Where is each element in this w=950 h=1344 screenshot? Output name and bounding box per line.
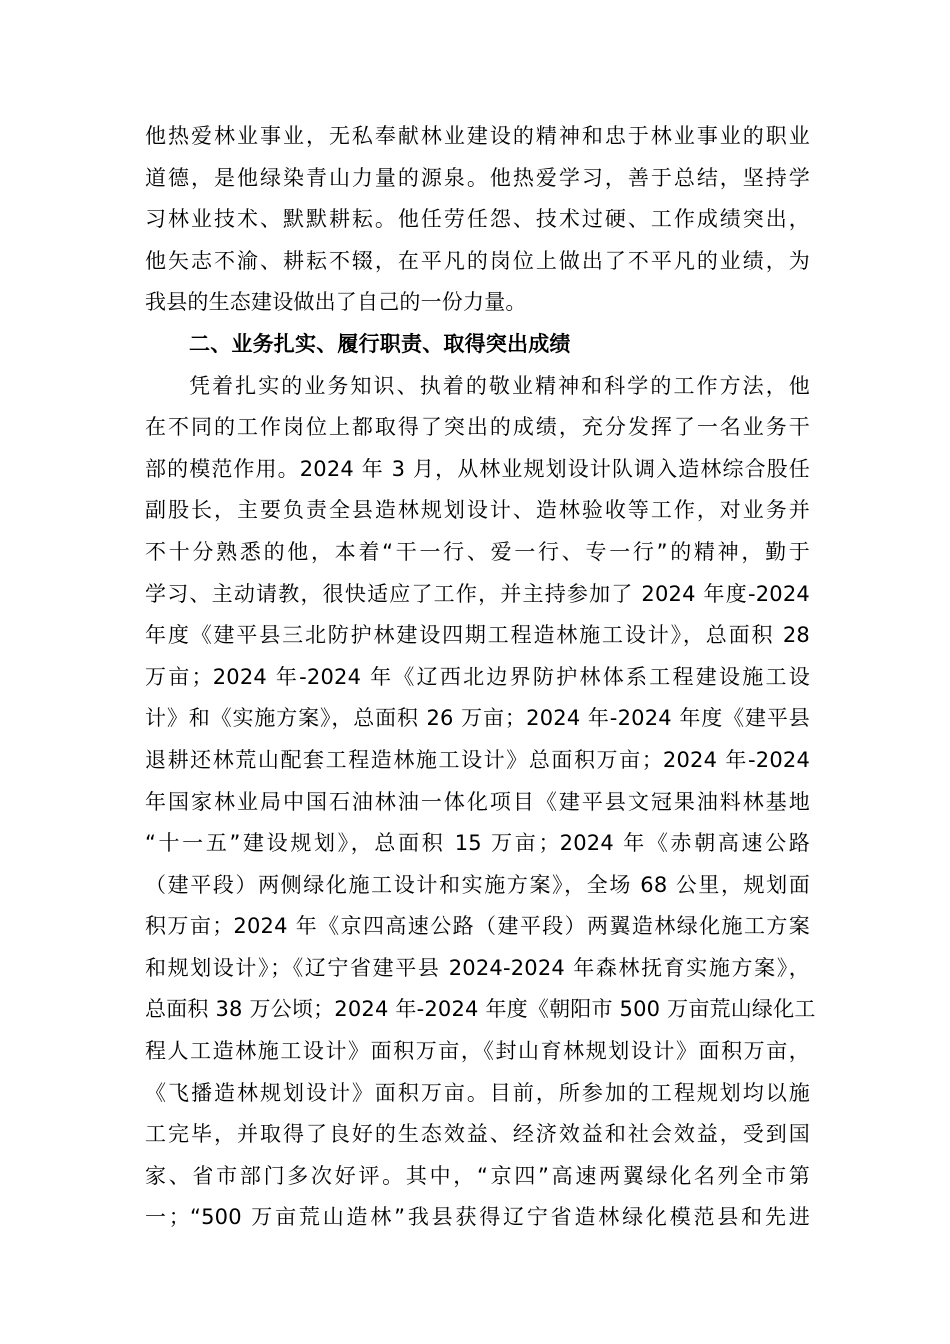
- paragraph-line: 万亩；2024 年-2024 年《辽西北边界防护林体系工程建设施工设: [145, 664, 810, 689]
- paragraph-line: 部的模范作用。2024 年 3 月，从林业规划设计队调入造林综合股任: [145, 456, 810, 481]
- section-heading: 二、业务扎实、履行职责、取得突出成绩: [189, 331, 571, 356]
- paragraph-line: 《飞播造林规划设计》面积万亩。目前，所参加的工程规划均以施: [145, 1080, 810, 1105]
- paragraph-line: 总面积 38 万公顷；2024 年-2024 年度《朝阳市 500 万亩荒山绿化工: [145, 997, 816, 1022]
- paragraph-line: 家、省市部门多次好评。其中，“京四”高速两翼绿化名列全市第: [145, 1163, 810, 1188]
- paragraph-line: 习林业技术、默默耕耘。他任劳任怨、技术过硬、工作成绩突出，: [145, 207, 810, 232]
- paragraph-line: 和规划设计》；《辽宁省建平县 2024-2024 年森林抚育实施方案》，: [145, 955, 810, 980]
- paragraph-line: （建平段）两侧绿化施工设计和实施方案》，全场 68 公里，规划面: [145, 872, 810, 897]
- paragraph-line: 在不同的工作岗位上都取得了突出的成绩，充分发挥了一名业务干: [145, 415, 810, 440]
- paragraph-line: 道德，是他绿染青山力量的源泉。他热爱学习，善于总结，坚持学: [145, 165, 810, 190]
- paragraph-line: 一；“500 万亩荒山造林”我县获得辽宁省造林绿化模范县和先进: [145, 1205, 810, 1230]
- paragraph-line: 程人工造林施工设计》面积万亩，《封山育林规划设计》面积万亩，: [145, 1039, 810, 1064]
- paragraph-line: “十一五”建设规划》，总面积 15 万亩；2024 年《赤朝高速公路: [145, 831, 810, 856]
- paragraph-line: 他热爱林业事业，无私奉献林业建设的精神和忠于林业事业的职业: [145, 124, 810, 148]
- paragraph-line: 他矢志不渝、耕耘不辍，在平凡的岗位上做出了不平凡的业绩，为: [145, 248, 810, 273]
- paragraph-line: 凭着扎实的业务知识、执着的敬业精神和科学的工作方法，他: [189, 373, 810, 398]
- paragraph-line: 年国家林业局中国石油林油一体化项目《建平县文冠果油料林基地: [145, 789, 810, 814]
- paragraph-line: 工完毕，并取得了良好的生态效益、经济效益和社会效益，受到国: [145, 1122, 810, 1147]
- paragraph-line: 退耕还林荒山配套工程造林施工设计》总面积万亩；2024 年-2024: [145, 747, 810, 772]
- paragraph-line: 积万亩；2024 年《京四高速公路（建平段）两翼造林绿化施工方案: [145, 914, 810, 939]
- paragraph-line: 我县的生态建设做出了自己的一份力量。: [145, 290, 527, 315]
- paragraph-line: 计》和《实施方案》，总面积 26 万亩；2024 年-2024 年度《建平县: [145, 706, 810, 731]
- document-page: [145, 116, 816, 1239]
- paragraph-line: 副股长，主要负责全县造林规划设计、造林验收等工作，对业务并: [145, 498, 810, 523]
- paragraph-line: 学习、主动请教，很快适应了工作，并主持参加了 2024 年度-2024: [145, 581, 810, 606]
- paragraph-line: 不十分熟悉的他，本着“干一行、爱一行、专一行”的精神，勤于: [145, 539, 810, 564]
- paragraph-line: 年度《建平县三北防护林建设四期工程造林施工设计》，总面积 28: [145, 623, 810, 648]
